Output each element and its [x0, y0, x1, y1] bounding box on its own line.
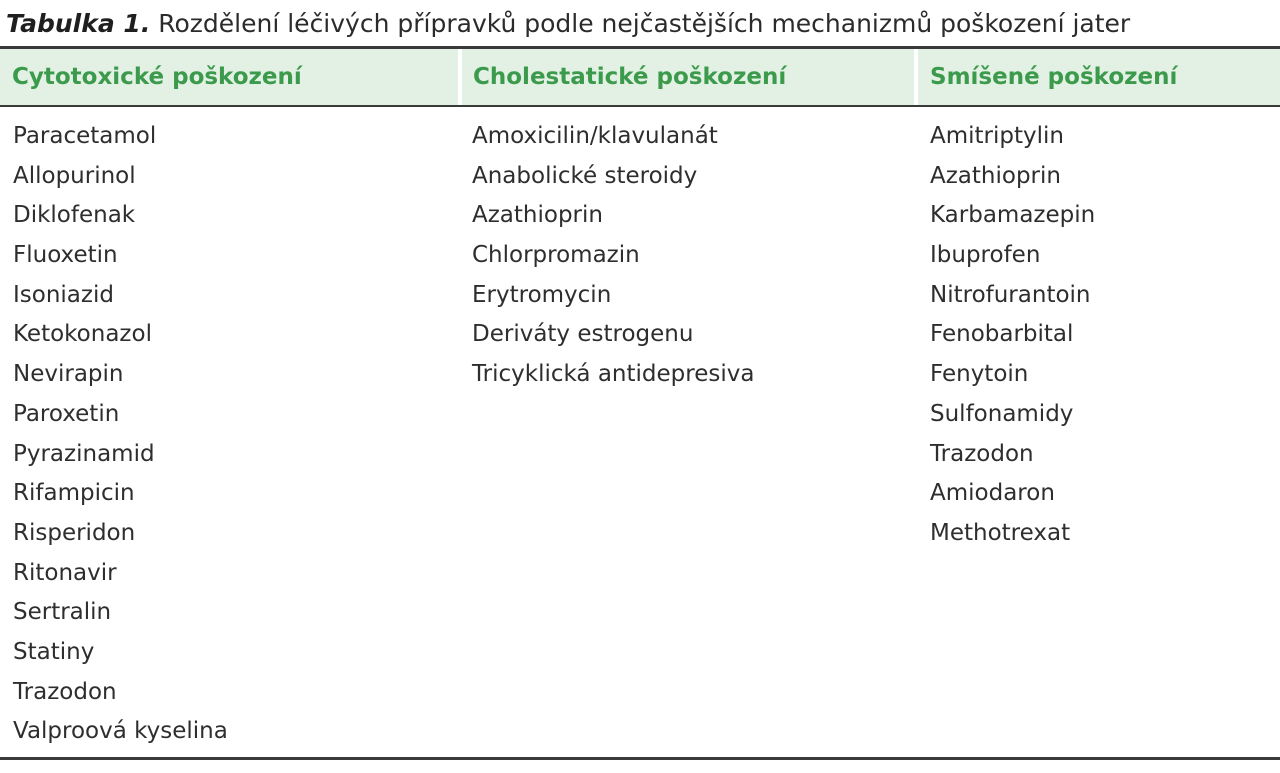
drug-list-item: Allopurinol [13, 162, 136, 189]
drug-list-item: Paroxetin [13, 400, 120, 427]
column-header-mixed: Smíšené poškození [918, 49, 1280, 105]
column-header-cholestatic: Cholestatické poškození [462, 49, 914, 105]
drug-list-item: Methotrexat [930, 519, 1071, 546]
table-caption-label: Tabulka 1. [6, 9, 151, 38]
table-caption-text: Rozdělení léčivých přípravků podle nejčastějších mechanizmů poškození jater [150, 9, 1131, 38]
drug-list-item: Ketokonazol [13, 321, 152, 348]
drug-list-item: Ibuprofen [930, 242, 1041, 269]
table-header-row [0, 49, 1280, 105]
drug-list-item: Valproová kyselina [13, 718, 228, 745]
drug-list-item: Tricyklická antidepresiva [472, 361, 755, 388]
drug-list-item: Nitrofurantoin [930, 281, 1091, 308]
table-bottom-rule [0, 757, 1280, 760]
drug-list-item: Rifampicin [13, 480, 135, 507]
drug-list-item: Ritonavir [13, 559, 117, 586]
drug-list-item: Azathioprin [472, 202, 603, 229]
drug-list-item: Sertralin [13, 599, 112, 626]
table-header-rule [0, 105, 1280, 107]
drug-list-item: Sulfonamidy [930, 400, 1074, 427]
drug-list-item: Chlorpromazin [472, 242, 640, 269]
drug-list-item: Amitriptylin [930, 123, 1064, 149]
drug-list-item: Isoniazid [13, 281, 114, 308]
drug-list-item: Deriváty estrogenu [472, 321, 694, 348]
drug-list-item: Trazodon [930, 440, 1034, 467]
drug-list-item: Trazodon [13, 678, 117, 705]
drug-list-item: Statiny [13, 638, 95, 665]
drug-list-item: Fenobarbital [930, 321, 1074, 348]
drug-list-item: Amoxicilin/klavulanát [472, 123, 718, 149]
drug-list-item: Erytromycin [472, 281, 612, 308]
drug-list-item: Amiodaron [930, 480, 1055, 507]
drug-list-item: Risperidon [13, 519, 136, 546]
drug-list-item: Fluoxetin [13, 242, 118, 269]
drug-list-item: Pyrazinamid [13, 440, 155, 467]
column-cholestatic-list [472, 117, 754, 395]
column-header-cytotoxic: Cytotoxické poškození [0, 49, 458, 105]
column-mixed-list [930, 117, 1095, 554]
column-cytotoxic-list [13, 117, 228, 752]
drug-list-item: Azathioprin [930, 162, 1061, 189]
drug-list-item: Karbamazepin [930, 202, 1096, 229]
drug-list-item: Diklofenak [13, 202, 136, 229]
table-caption [6, 6, 1130, 42]
drug-list-item: Fenytoin [930, 361, 1029, 388]
drug-list-item: Nevirapin [13, 361, 124, 388]
drug-list-item: Anabolické steroidy [472, 162, 698, 189]
drug-list-item: Paracetamol [13, 123, 157, 149]
